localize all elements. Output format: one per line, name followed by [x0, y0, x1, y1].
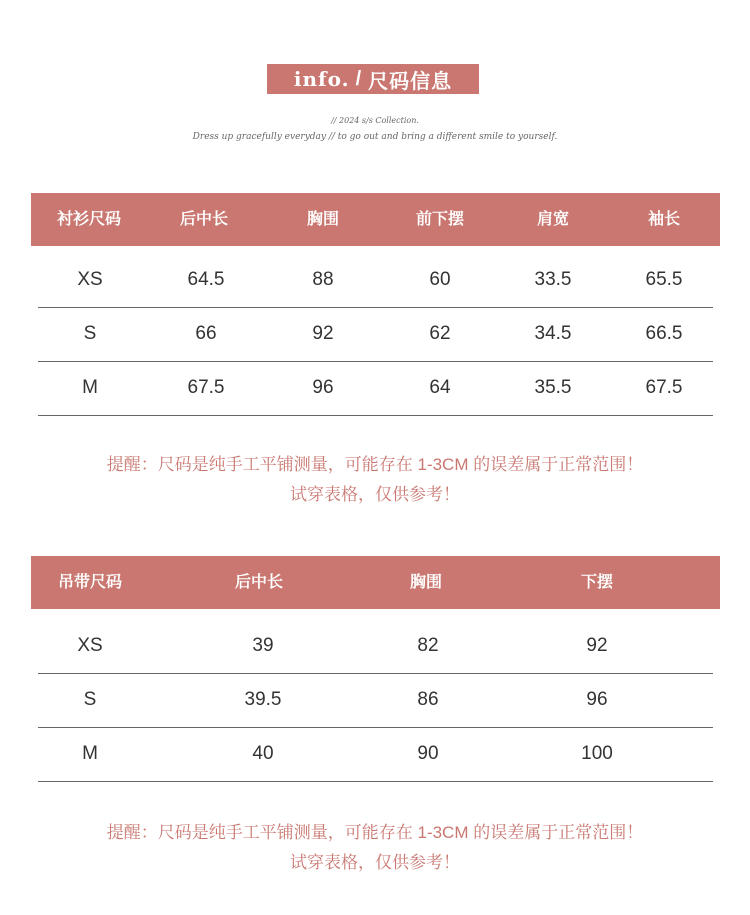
page-title: [267, 64, 479, 94]
size-cell: S: [83, 323, 97, 344]
table-cell: 64: [429, 377, 451, 398]
table-cell: 67.5: [187, 377, 225, 398]
size-cell: S: [83, 689, 97, 710]
header-cell: 后中长: [179, 211, 229, 228]
cami-table-header: [31, 556, 720, 609]
size-cell: XS: [77, 269, 103, 290]
table-cell: 64.5: [187, 269, 225, 290]
shirt-notice: [0, 450, 750, 510]
notice-line: 试穿表格，仅供参考！: [290, 485, 460, 504]
table-row: [38, 253, 713, 308]
table-cell: 34.5: [534, 323, 572, 344]
header-cell: 下摆: [580, 574, 614, 591]
table-cell: 65.5: [645, 269, 683, 290]
table-cell: 96: [312, 377, 334, 398]
tagline: Dress up gracefully everyday // to go out and bring a different smile to yourself.: [192, 132, 558, 142]
header-cell: 胸围: [409, 574, 443, 591]
table-row: [38, 619, 713, 674]
title-cn: 尺码信息: [368, 70, 453, 93]
header-cell: 肩宽: [536, 211, 570, 228]
cami-notice: [0, 818, 750, 878]
header-cell: 袖长: [647, 211, 681, 228]
table-cell: 67.5: [645, 377, 683, 398]
table-cell: 96: [586, 689, 608, 710]
header-cell: 前下摆: [415, 211, 465, 228]
header-cell: 吊带尺码: [57, 574, 123, 591]
shirt-table-header: [31, 193, 720, 246]
title-separator: /: [355, 67, 363, 90]
notice-line: 提醒：尺码是纯手工平铺测量，可能存在 1-3CM 的误差属于正常范围！: [106, 455, 644, 474]
collection-line: // 2024 s/s Collection.: [331, 116, 419, 125]
size-cell: M: [82, 743, 98, 764]
table-cell: 82: [417, 635, 439, 656]
table-cell: 39.5: [244, 689, 282, 710]
header-cell: 胸围: [306, 211, 340, 228]
table-cell: 33.5: [534, 269, 572, 290]
table-cell: 66: [195, 323, 217, 344]
size-cell: M: [82, 377, 98, 398]
size-cell: XS: [77, 635, 103, 656]
table-cell: 88: [312, 269, 334, 290]
table-cell: 60: [429, 269, 451, 290]
table-cell: 92: [312, 323, 334, 344]
table-cell: 35.5: [534, 377, 572, 398]
table-row: [38, 673, 713, 728]
notice-line: 提醒：尺码是纯手工平铺测量，可能存在 1-3CM 的误差属于正常范围！: [106, 823, 644, 842]
table-cell: 90: [417, 743, 439, 764]
table-cell: 40: [252, 743, 274, 764]
notice-line: 试穿表格，仅供参考！: [290, 853, 460, 872]
table-cell: 66.5: [645, 323, 683, 344]
table-row: [38, 361, 713, 416]
header-cell: 衬衫尺码: [56, 211, 122, 228]
table-cell: 62: [429, 323, 451, 344]
table-cell: 86: [417, 689, 439, 710]
table-row: [38, 307, 713, 362]
table-cell: 39: [252, 635, 274, 656]
title-en: info.: [293, 67, 350, 91]
table-cell: 100: [581, 743, 613, 764]
table-row: [38, 727, 713, 782]
table-cell: 92: [586, 635, 608, 656]
header-cell: 后中长: [234, 574, 284, 591]
